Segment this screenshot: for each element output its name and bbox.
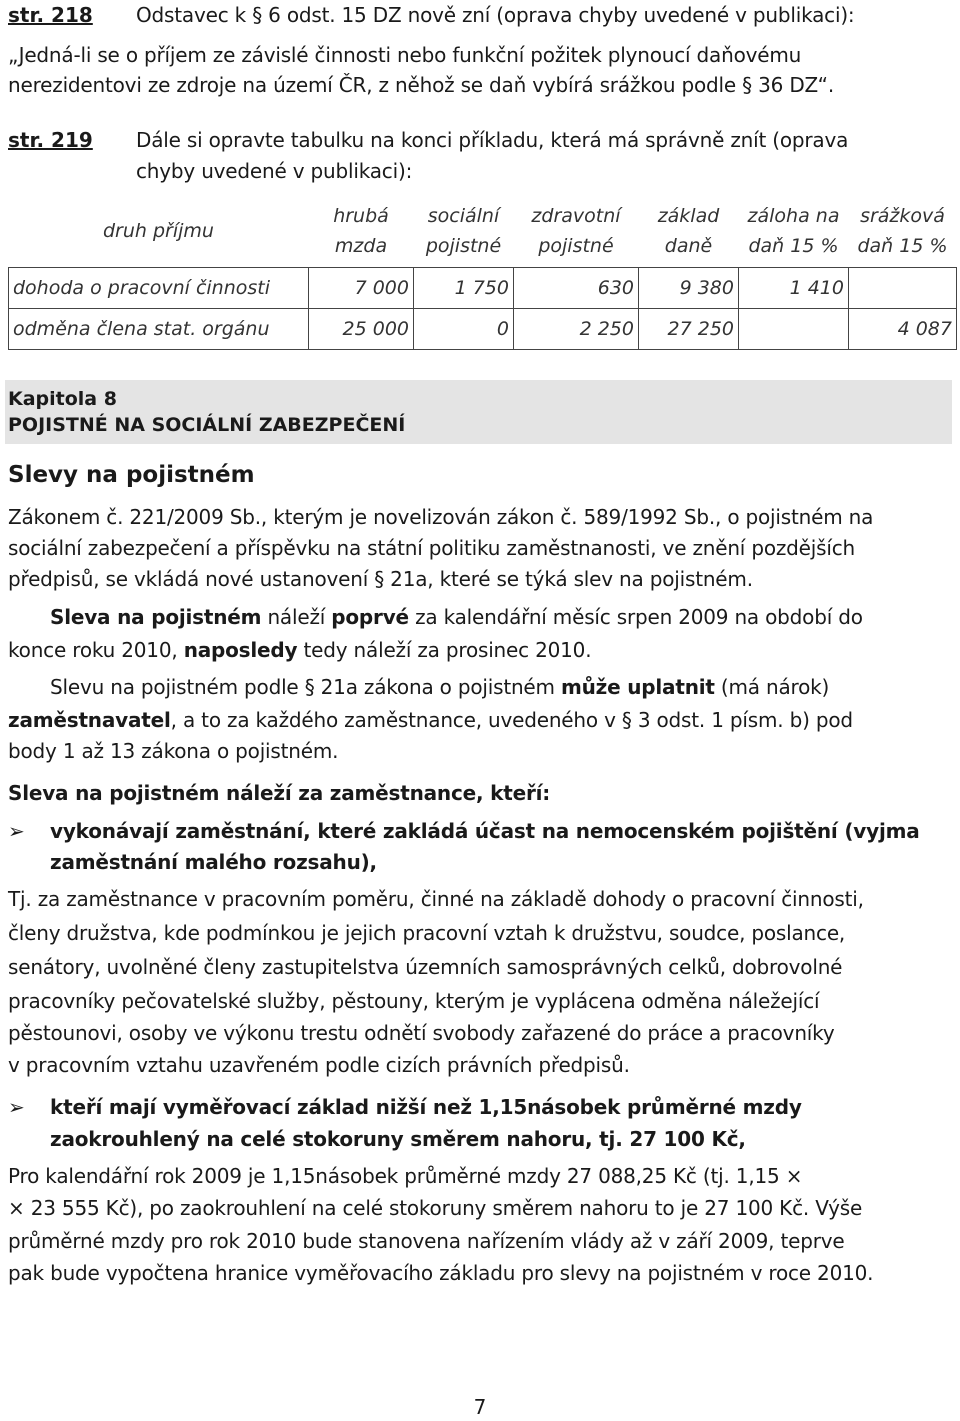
para2-line2	[8, 635, 591, 666]
page-number: 7	[473, 1395, 487, 1419]
body-text: Slevu na pojistném podle § 21a zákona o pojistném	[50, 675, 561, 699]
para4-line: senátory, uvolněné členy zastupitelstva územních samosprávných celků, dobrovolné	[8, 955, 843, 979]
emph-text: zaměstnavatel	[8, 708, 171, 732]
p219-line2: chyby uvedené v publikaci):	[136, 159, 413, 183]
para4-line: pěstounovi, osoby ve výkonu trestu odnětí svobody zařazené do práce a pracovníky	[8, 1021, 835, 1045]
para4-line: členy družstva, kde podmínkou je jejich pracovní vztah k družstvu, soudce, poslance,	[8, 921, 846, 945]
p218-line1: Odstavec k § 6 odst. 15 DZ nově zní (oprava chyby uvedené v publikaci):	[136, 3, 855, 27]
para3-line2	[8, 705, 853, 736]
bullet1-line: zaměstnání malého rozsahu),	[50, 850, 377, 874]
para4-line: Tj. za zaměstnance v pracovním poměru, činné na základě dohody o pracovní činnosti,	[8, 887, 864, 911]
para3-line3: body 1 až 13 zákona o pojistném.	[8, 739, 339, 763]
body-text: náleží	[261, 605, 332, 629]
table-cell: dohoda o pracovní činnosti	[9, 268, 309, 309]
table-header: zdravotní pojistné	[514, 195, 639, 268]
p219-line1: Dále si opravte tabulku na konci příkladu, která má správně znít (oprava	[136, 128, 849, 152]
para5-line: průměrné mzdy pro rok 2010 bude stanovena nařízením vlády až v září 2009, teprve	[8, 1229, 845, 1253]
para4-line: pracovníky pečovatelské služby, pěstouny, kterým je vyplácena odměna náležející	[8, 989, 820, 1013]
arrow-bullet-icon: ➢	[8, 819, 25, 843]
correction-table	[8, 195, 957, 350]
table-row	[9, 268, 957, 309]
arrow-bullet-icon: ➢	[8, 1095, 25, 1119]
table-header: sociální pojistné	[414, 195, 514, 268]
bullet2-line: kteří mají vyměřovací základ nižší než 1,15násobek průměrné mzdy	[50, 1095, 802, 1119]
chapter-banner	[5, 380, 952, 444]
emph-text: může uplatnit	[560, 675, 715, 699]
emph-text: Sleva na pojistném	[50, 605, 262, 629]
para3-line1	[50, 672, 829, 703]
body-text: konce roku 2010,	[8, 638, 184, 662]
body-text: za kalendářní měsíc srpen 2009 na období do	[408, 605, 863, 629]
table-cell: 1 750	[414, 268, 514, 309]
para4-line: v pracovním vztahu uzavřeném podle cizích právních předpisů.	[8, 1053, 630, 1077]
table-cell: 0	[414, 309, 514, 350]
p218-line2: „Jedná-li se o příjem ze závislé činnosti nebo funkční požitek plynoucí daňovému	[8, 43, 802, 67]
table-header: základ daně	[639, 195, 739, 268]
table-cell: odměna člena stat. orgánu	[9, 309, 309, 350]
para5-line: × 23 555 Kč), po zaokrouhlení na celé stokoruny směrem nahoru to je 27 100 Kč. Výše	[8, 1196, 863, 1220]
table-cell: 630	[514, 268, 639, 309]
table-cell: 25 000	[309, 309, 414, 350]
table-header: záloha na daň 15 %	[739, 195, 849, 268]
para5-line: pak bude vypočtena hranice vyměřovacího základu pro slevy na pojistném v roce 2010.	[8, 1261, 874, 1285]
page-ref-219: str. 219	[8, 128, 93, 152]
table-cell	[739, 309, 849, 350]
body-text: tedy náleží za prosinec 2010.	[297, 638, 592, 662]
table-header: hrubá mzda	[309, 195, 414, 268]
para1-line: předpisů, se vkládá nové ustanovení § 21a, které se týká slev na pojistném.	[8, 567, 753, 591]
chapter-number: Kapitola 8	[8, 388, 117, 410]
table-cell: 9 380	[639, 268, 739, 309]
table-cell: 4 087	[849, 309, 957, 350]
table-cell: 1 410	[739, 268, 849, 309]
table-cell: 7 000	[309, 268, 414, 309]
table-header-row	[9, 195, 957, 268]
table-cell	[849, 268, 957, 309]
body-text: , a to za každého zaměstnance, uvedeného v § 3 odst. 1 písm. b) pod	[170, 708, 853, 732]
para1-line: sociální zabezpečení a příspěvku na státní politiku zaměstnanosti, ve znění pozdějších	[8, 536, 855, 560]
emph-text: poprvé	[331, 605, 409, 629]
bullet1-line: vykonávají zaměstnání, které zakládá účast na nemocenském pojištění (vyjma	[50, 819, 920, 843]
table-row	[9, 309, 957, 350]
table-cell: 2 250	[514, 309, 639, 350]
chapter-title: POJISTNÉ NA SOCIÁLNÍ ZABEZPEČENÍ	[8, 414, 406, 436]
para2-line1	[50, 602, 863, 633]
table-cell: 27 250	[639, 309, 739, 350]
table-header: srážková daň 15 %	[849, 195, 957, 268]
p218-line3: nerezidentovi ze zdroje na území ČR, z něhož se daň vybírá srážkou podle § 36 DZ“.	[8, 73, 835, 97]
emph-text: naposledy	[183, 638, 298, 662]
para1-line: Zákonem č. 221/2009 Sb., kterým je novelizován zákon č. 589/1992 Sb., o pojistném na	[8, 505, 874, 529]
subheading: Sleva na pojistném náleží za zaměstnance, kteří:	[8, 781, 551, 805]
body-text: (má nárok)	[714, 675, 830, 699]
section-title: Slevy na pojistném	[8, 462, 255, 488]
table-header: druh příjmu	[9, 195, 309, 268]
bullet2-line: zaokrouhlený na celé stokoruny směrem nahoru, tj. 27 100 Kč,	[50, 1127, 746, 1151]
para5-line: Pro kalendářní rok 2009 je 1,15násobek průměrné mzdy 27 088,25 Kč (tj. 1,15 ×	[8, 1164, 803, 1188]
page-ref-218: str. 218	[8, 3, 93, 27]
